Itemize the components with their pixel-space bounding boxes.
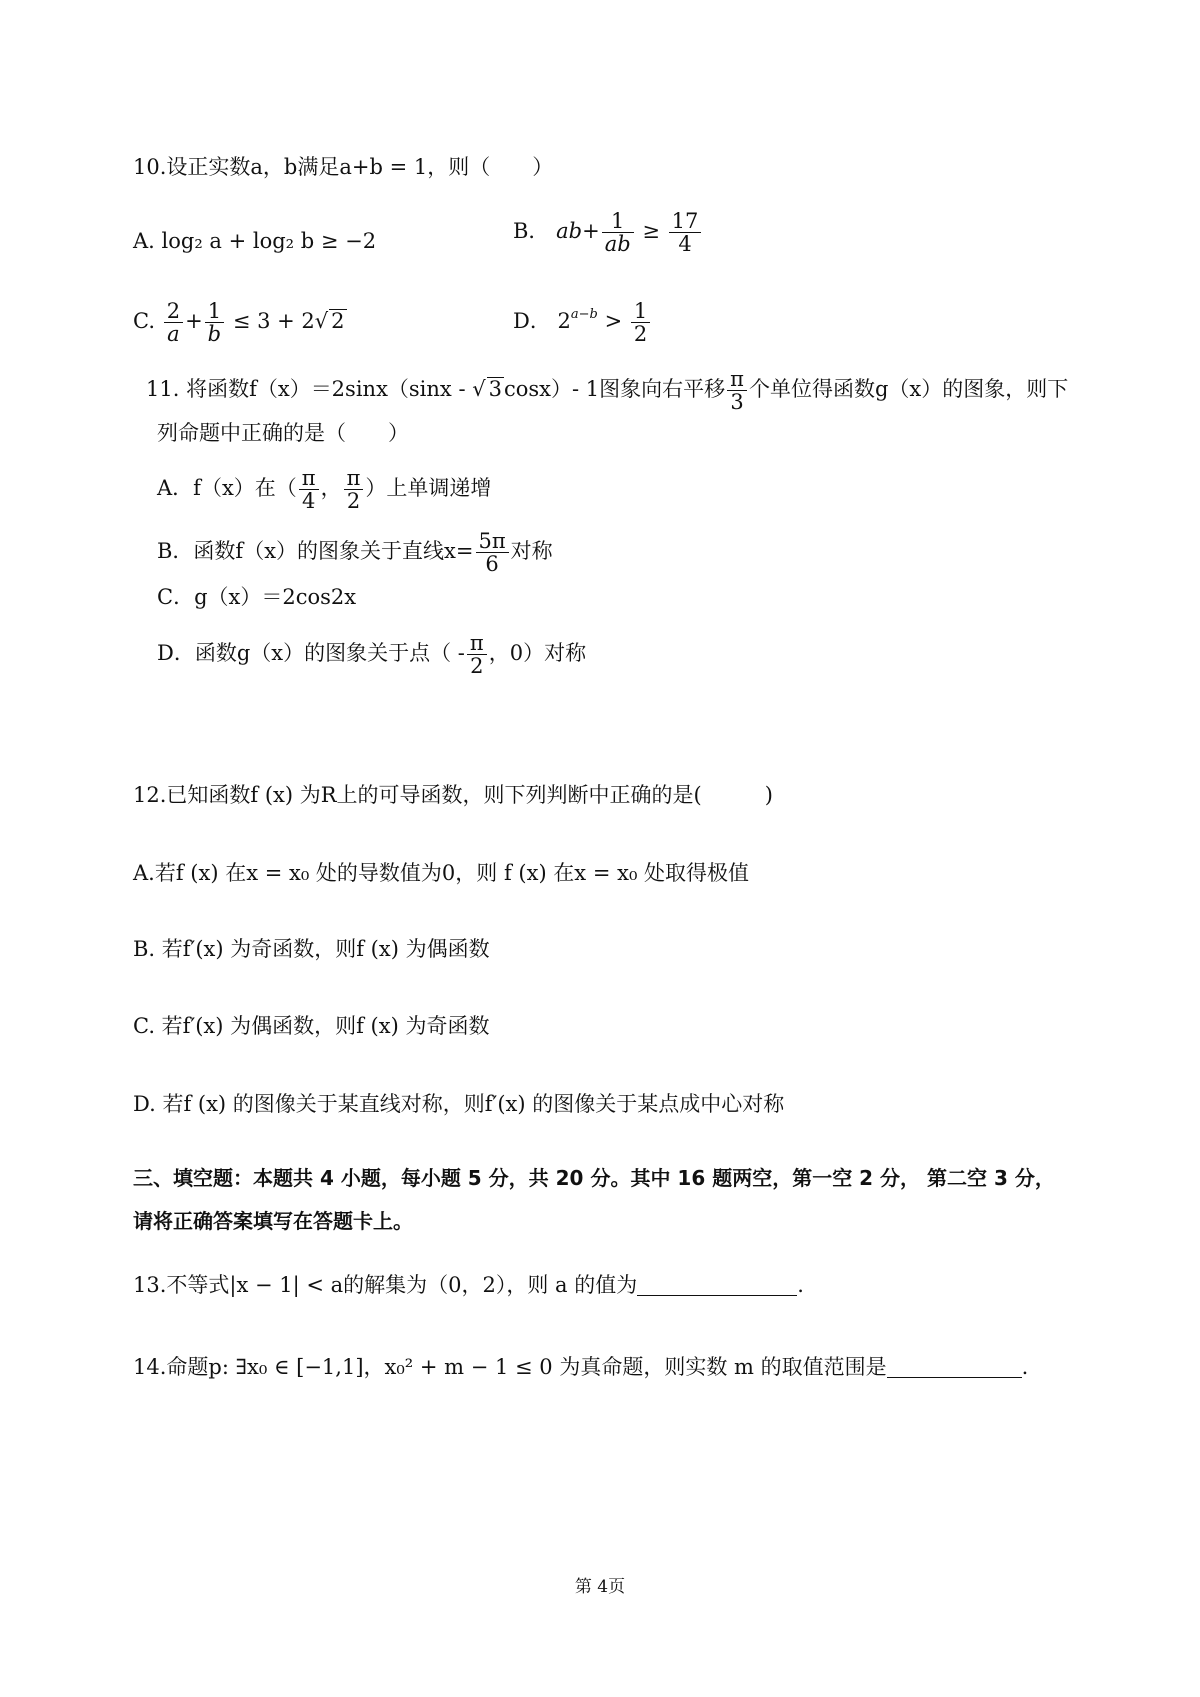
q10-option-d-fraction: $\frac{1}{2}$ (631, 300, 650, 345)
q10-option-b-rhs: $\frac{17}{4}$ (669, 210, 702, 255)
q12-stem: 12.已知函数f (x) 为R上的可导函数，则下列判断中正确的是( ) (133, 783, 773, 807)
q11-option-c: C．g（x）＝2cos2x (157, 585, 357, 609)
q12-option-d: D. 若f (x) 的图像关于某直线对称，则f′(x) 的图像关于某点成中心对称 (133, 1092, 785, 1116)
q12-option-c: C. 若f′(x) 为偶函数，则f (x) 为奇函数 (133, 1014, 490, 1038)
q11-stem-line2: 列命题中正确的是（ ） (157, 421, 409, 445)
q11-shift-fraction: $\frac{\pi}{3}$ (727, 368, 747, 413)
q10-option-d: D． $2^{a-b}$ > $\frac{1}{2}$ (513, 300, 652, 345)
q14: 14.命题p: ∃x₀ ∈ [−1,1]，x₀² + m − 1 ≤ 0 为真命题，则实数 m 的取值范围是 . (133, 1355, 1029, 1379)
q11-stem: 11. 将函数f（x）＝2sinx（sinx - √ 3cosx）- 1图象向右平移 $\frac{\pi}{3}$ 个单位得函数g（x）的图象，则下 (146, 367, 1069, 415)
q11-option-a: A．f（x）在（ $\frac{\pi}{4}$ ， $\frac{\pi}{2}$ ）上单调递增 (157, 466, 492, 514)
q10-stem: 10.设正实数a，b满足a+b = 1，则（ ） (133, 155, 554, 179)
q13: 13.不等式|x − 1| < a的解集为（0，2），则 a 的值为 . (133, 1273, 804, 1297)
q10-option-a: A. log₂ a + log₂ b ≥ −2 (133, 229, 377, 253)
q12-option-a: A.若f (x) 在x = x₀ 处的导数值为0，则 f (x) 在x = x₀ 处取得极值 (133, 861, 750, 885)
q10-option-b: B． ab+ $\frac{1}{ab}$ ≥ $\frac{17}{4}$ (513, 210, 703, 255)
q11-option-d-fraction: $\frac{\pi}{2}$ (467, 632, 487, 677)
q10-option-b-fraction: $\frac{1}{ab}$ (602, 210, 634, 255)
q10-option-c-frac1: $\frac{2}{a}$ (164, 300, 183, 345)
q10-option-c: C. $\frac{2}{a}$ + $\frac{1}{b}$ ≤ 3 + 2√ 2 (133, 299, 345, 347)
q11-option-b: B．函数f（x）的图象关于直线x= $\frac{5\pi}{6}$ 对称 (157, 529, 553, 577)
q12-option-b: B. 若f′(x) 为奇函数，则f (x) 为偶函数 (133, 937, 490, 961)
q10-option-c-frac2: $\frac{1}{b}$ (205, 300, 224, 345)
q11-option-a-frac2: $\frac{\pi}{2}$ (344, 467, 364, 512)
section-3-heading: 三、填空题：本题共 4 小题，每小题 5 分，共 20 分。其中 16 题两空，第一空 2 分， 第二空 3 分， (133, 1166, 1055, 1190)
q14-answer-blank[interactable] (887, 1355, 1022, 1378)
q13-answer-blank[interactable] (637, 1273, 797, 1296)
q11-option-b-fraction: $\frac{5\pi}{6}$ (476, 530, 509, 575)
q11-option-a-frac1: $\frac{\pi}{4}$ (299, 467, 319, 512)
q11-option-d: D．函数g（x）的图象关于点（ - $\frac{\pi}{2}$ ，0）对称 (157, 631, 587, 679)
section-3-instruction: 请将正确答案填写在答题卡上。 (133, 1209, 413, 1233)
page-number: 第 4页 (574, 1577, 626, 1597)
